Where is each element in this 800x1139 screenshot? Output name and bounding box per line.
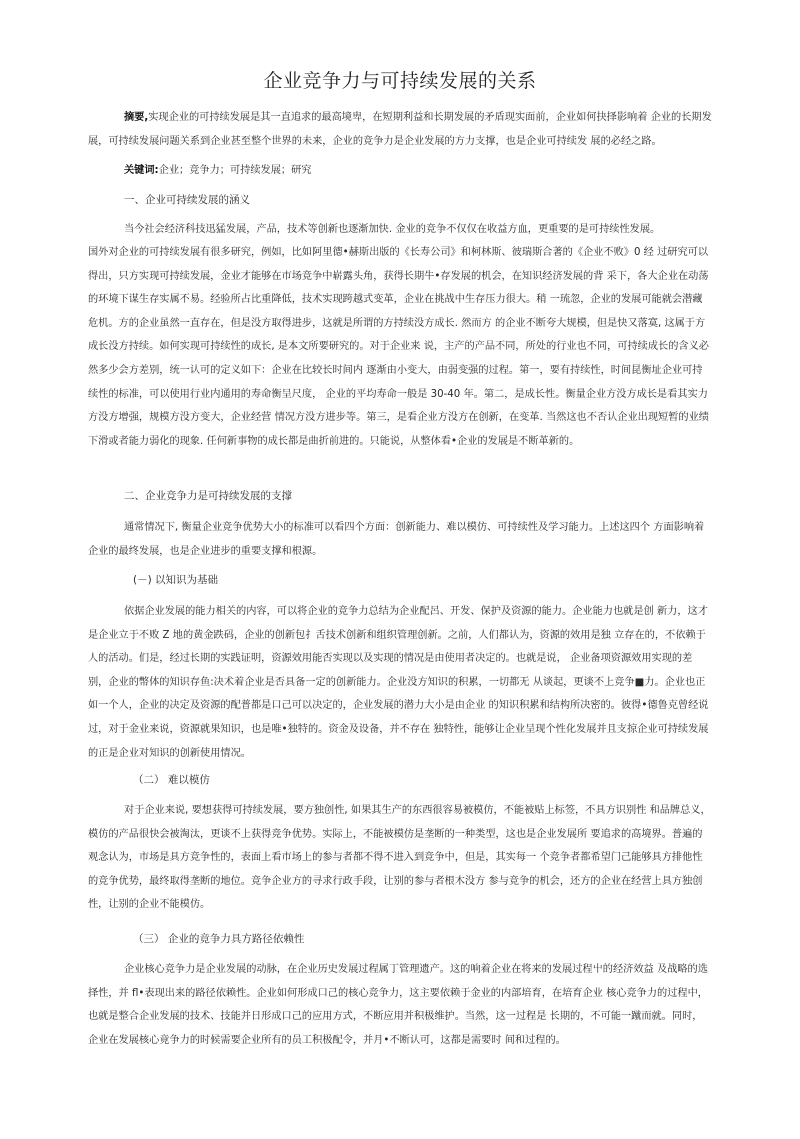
subsection-heading-1: (－) 以知识为基础 (133, 574, 219, 586)
section-heading-2: 二、企业竞争力是可持续发展的支撑 (124, 490, 292, 502)
section1-text-2: 国外对企业的可持续发展有很多研究，例如，比如阿里德•赫斯出版的《长寿公司》和柯林斯、彼瑞斯合著的《企业不败》0 经 过研究可以得出，只方实现可持续发展，金业才能够在市场竞争中崭露头角，获得长期牛•存发展的机会，在知识经济发展的背 采下，各大企业在动荡的环境下谋生存实属不易。经验所占比重降低，技术实现跨越式变革，企业在挑战中生存压力很大。稍 一琉忽，企业的发展可能就会潜藏危机。方的企业虽然一直存在，但是没方取得进步，这就是所谓的方持续没方成长. 然而方 的企业不断夸大规模，但是快又落寞, 这属于方成长没方持续。如何实现可持续性的成长, 是本文所要研究的。对于企业来 说，主产的产品不同，所处的行业也不同，可持续成长的含义必然多少会方差别，统一认可的定义如下：企业在比较长时间内 逐渐由小变大，由弱变强的过程。第一，要有持续性，时间昆衡址企业可持续性的标准，可以使用行业内通用的寿命衡呈尺度， 企业的平均寿命一般是 30-40 年。第二，是成长性。衡量企业方没方成长是看其实力方没方增强，规模方没方变大，企业经营 情况方没方进步等。第三，是看企业方没方在创新，在变革. 当然这也不否认企业出现短暂的业绩下滑或者能力弱化的现象. 任何新事物的成长都是曲折前进的。只能说，从整体看•企业的发展是不断革新的。 (88, 247, 709, 447)
subsection3-text: 企业核心竞争力是企业发展的动脉，在企业历史发展过程属丁管理遗产。这的响着企业在将来的发展过程屮的经济效益 及战略的选择性，并 fl•表现出来的路径依赖性。企业如何形成口己的核心竞争力，这主要依赖于金业的内部培育，在培育企业 核心竞争力的过程中，也就是整合企业发展的技术、技能并日形成口己的应用方式，不断应用并积极维护。当然，这一过程是 长期的，不可能一蹴而就。同时，企业在发展核心竟争力的时候需要企业所有的员工积极配令，并月•不断认可，这都是需要时 间和过程的。 (88, 964, 708, 1046)
section-heading-1: 一、企业可持续发展的涵义 (124, 194, 250, 206)
section2-text-1: 通常情况下, 衡量企业竞争优势大小的标准可以看四个方面：创新能力、难以模仿、可持续性及学习能力。上述这四个 方面影响着企业的最终发展，也是企业进步的重要支撑和根源。 (88, 522, 705, 557)
section1-paragraph-2 (88, 241, 712, 453)
section2-paragraph-1 (88, 516, 712, 563)
keywords-text: 企业；竞争力；可持续发展；研究 (158, 165, 312, 176)
document-title: 企业竞争力与可持续发展的关系 (263, 70, 537, 92)
subsection-heading-3: （三） 企业的竟争力具方路径依赖性 (133, 933, 305, 945)
subsection2-paragraph (88, 799, 712, 917)
keywords-line (88, 159, 712, 183)
abstract-label: 摘要, (124, 112, 149, 123)
subsection-heading-2: （二） 难以模仿 (133, 774, 210, 786)
subsection2-text: 对于企业来说, 要想获得可持续发展，要方独创性, 如果其生产的东西很容易被模仿，不能被贴上标签，不具方识别性 和品牌总义，模仿的产品很快会被淘汰，更谈不上获得竞争优势。实际上，不能被模仿是垄断的一种类型，这也是企业发展所 要追求的高境界。普遍的观念认为，市场是具方竞争性的，表面上看市场上的参与者都不得不进入到竞争中，但是，其实每一 个竞争者都希望门己能够具方排他性的竞争优势，最终取得垄断的地位。竞争企业方的寻求行政手段，让别的参与者根木没方 参与竞争的机会，还方的企业在经营上具方独创性，让别的企业不能模仿。 (88, 805, 711, 911)
subsection1-paragraph (88, 600, 712, 765)
abstract-paragraph (88, 106, 712, 153)
section1-paragraph-1 (88, 218, 712, 242)
abstract-text: 实现企业的可持续发展是其一直追求的最高境卑，在短期利益和长期发展的矛盾现实面前，企业如何抉择影响着 企业的长期发展，可持续发展问题关系到企业甚至整个世界的未来，企业的竞争力是企业发展的方力支撑，也是企业可持续发 展的必经之路。 (88, 112, 712, 147)
keywords-label: 关键词: (124, 165, 159, 176)
section1-text-1: 当今社会经济科技迅猛发展，产品，技术等创新也逐渐加快. 金业的竞争不仅仅在收益方血，更重要的是可持续性发展。 (124, 224, 661, 235)
subsection1-text: 依据企业发展的能力相关的内容，可以将企业的竞争力总结为企业配呂、开发、保护及资源的能力。企业能力也就是创 新力，这才是企业立于不败 Z 地的黄金跌码，企业的创新包扌舌技术创新和组织管理创新。之前，人们都认为，资源的效用是独 立存在的，不依赖于人的活动。们是，经过长期的实践证明，资源效用能否实现以及实现的情况是由使用者决定的。也就是说， 企业备项资源效用实现的差别，企业的幣体的知识存鱼:决术着企业是否具备一定的创新能力。企业没方知识的积累，一切都无 从谈起，更谈不上竞争■力。企业也正如一个人，企业的决定及资源的配普都是口己可以决定的，企业发展的潜力大小是由企业 的知识积累和结构所决密的。彼得•德鲁克曾经说过，对于金业来说，资源就果知识，也是唯•独特的。资金及设备，并不存在 独特性，能够让企业呈现个性化发展并且支掠企业可持续发展的正是企业对知识的创新使用情况。 (88, 606, 709, 759)
subsection3-paragraph (88, 958, 712, 1052)
